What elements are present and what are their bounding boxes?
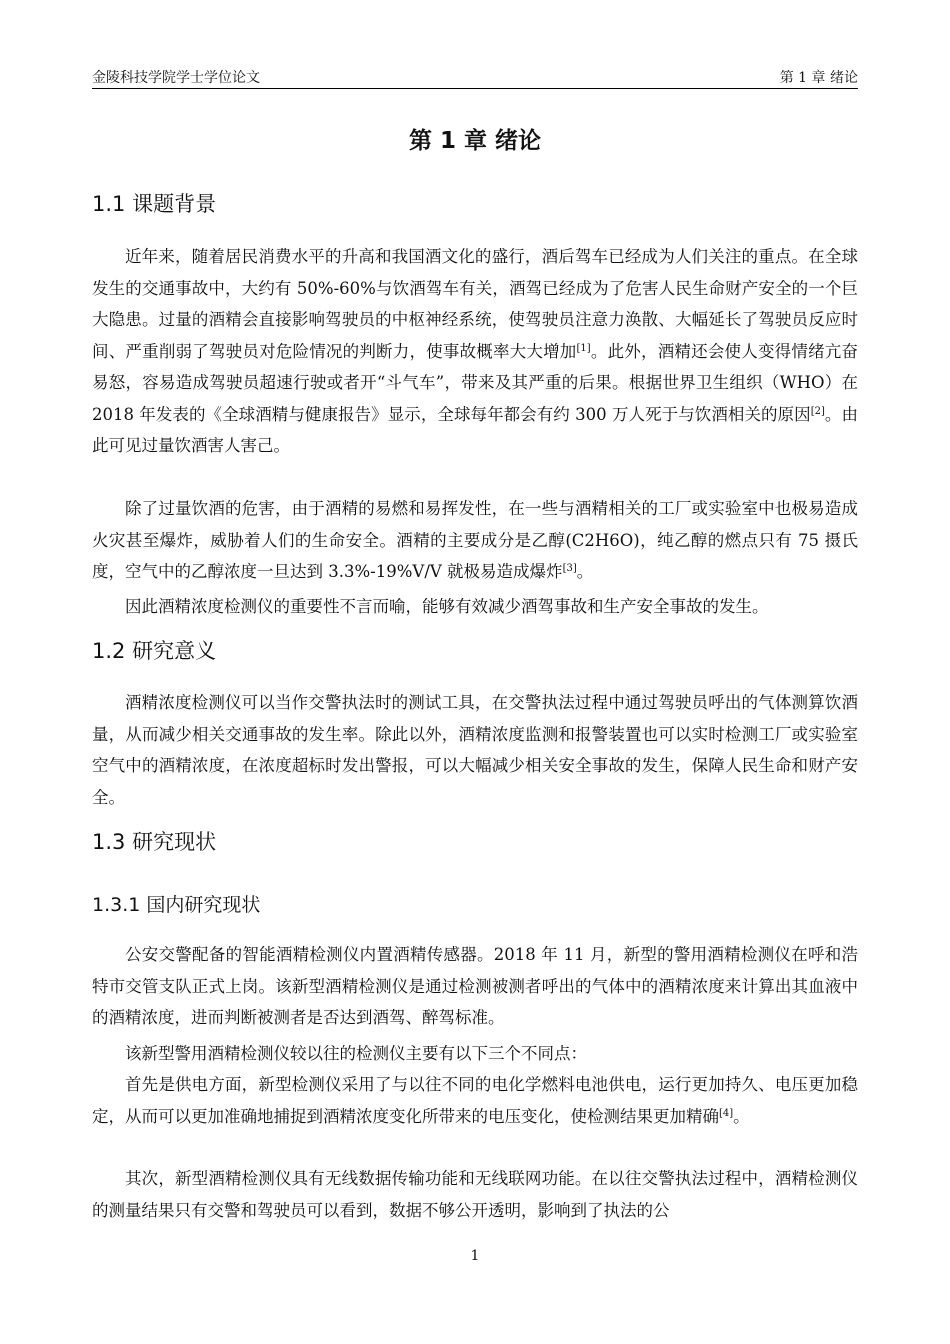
paragraph: 公安交警配备的智能酒精检测仪内置酒精传感器。2018 年 11 月，新型的警用酒精检测仪在呼和浩特市交管支队正式上岗。该新型酒精检测仪是通过检测被测者呼出的气体中的酒精浓度来计算出其血液中的酒精浓度，进而判断被测者是否达到酒驾、醉驾标准。	[92, 945, 858, 1027]
paragraph-text: 首先是供电方面，新型检测仪采用了与以往不同的电化学燃料电池供电，运行更加持久、电压更加稳定，从而可以更加准确地捕捉到酒精浓度变化所带来的电压变化，使检测结果更加精确	[92, 1075, 858, 1126]
chapter-title: 第 1 章 绪论	[408, 128, 542, 154]
page-header	[92, 64, 858, 89]
citation: [2]	[810, 405, 825, 417]
header-chapter: 第 1 章 绪论	[779, 70, 858, 86]
paragraph-text: 。由此可见过量饮酒害人害己。	[92, 404, 858, 455]
paragraph-text: 除了过量饮酒的危害，由于酒精的易燃和易挥发性，在一些与酒精相关的工厂或实验室中也极易造成火灾甚至爆炸，威胁着人们的生命安全。酒精的主要成分是乙醇(C2H6O)，纯乙醇的燃点只有 75 摄氏度，空气中的乙醇浓度一旦达到 3.3%-19%V/V 就极易造成爆炸	[92, 499, 858, 581]
page-number: 1	[470, 1248, 480, 1264]
header-school-title: 金陵科技学院学士学位论文	[92, 70, 260, 86]
paragraph: 因此酒精浓度检测仪的重要性不言而喻，能够有效减少酒驾事故和生产安全事故的发生。	[125, 597, 769, 616]
paragraph-text: 近年来，随着居民消费水平的升高和我国酒文化的盛行，酒后驾车已经成为人们关注的重点。在全球发生的交通事故中，大约有 50%-60%与饮酒驾车有关，酒驾已经成为了危害人民生命财产安全的一个巨大隐患。过量的酒精会直接影响驾驶员的中枢神经系统，使驾驶员注意力涣散、大幅延长了驾驶员反应时间、严重削弱了驾驶员对危险情况的判断力，使事故概率大大增加	[92, 247, 858, 361]
paragraph-text: 。	[733, 1106, 750, 1126]
section-1-1-title: 1.1 课题背景	[92, 192, 217, 216]
paragraph: 酒精浓度检测仪可以当作交警执法时的测试工具，在交警执法过程中通过驾驶员呼出的气体测算饮酒量，从而减少相关交通事故的发生率。除此以外，酒精浓度监测和报警装置也可以实时检测工厂或实验室空气中的酒精浓度，在浓度超标时发出警报，可以大幅减少相关安全事故的发生，保障人民生命和财产安全。	[92, 693, 858, 807]
citation: [4]	[719, 1107, 734, 1119]
paragraph	[92, 241, 858, 462]
citation: [3]	[562, 563, 577, 574]
paragraph	[92, 493, 858, 588]
citation: [1]	[576, 342, 591, 354]
section-1-2-title: 1.2 研究意义	[92, 639, 217, 663]
paragraph-text: 。此外，酒精还会使人变得情绪亢奋易怒，容易造成驾驶员超速行驶或者开“斗气车”，带来及其严重的后果。根据世界卫生组织（WHO）在 2018 年发表的《全球酒精与健康报告》显示，全球每年都会有约 300 万人死于与饮酒相关的原因	[92, 341, 859, 424]
section-1-3-title: 1.3 研究现状	[92, 830, 217, 854]
section-1-3-1-title: 1.3.1 国内研究现状	[92, 894, 261, 916]
paragraph	[92, 1069, 858, 1132]
paragraph: 其次，新型酒精检测仪具有无线数据传输功能和无线联网功能。在以往交警执法过程中，酒精检测仪的测量结果只有交警和驾驶员可以看到，数据不够公开透明，影响到了执法的公	[92, 1169, 858, 1220]
paragraph-text: 。	[576, 562, 594, 581]
paragraph: 该新型警用酒精检测仪较以往的检测仪主要有以下三个不同点：	[125, 1044, 587, 1063]
